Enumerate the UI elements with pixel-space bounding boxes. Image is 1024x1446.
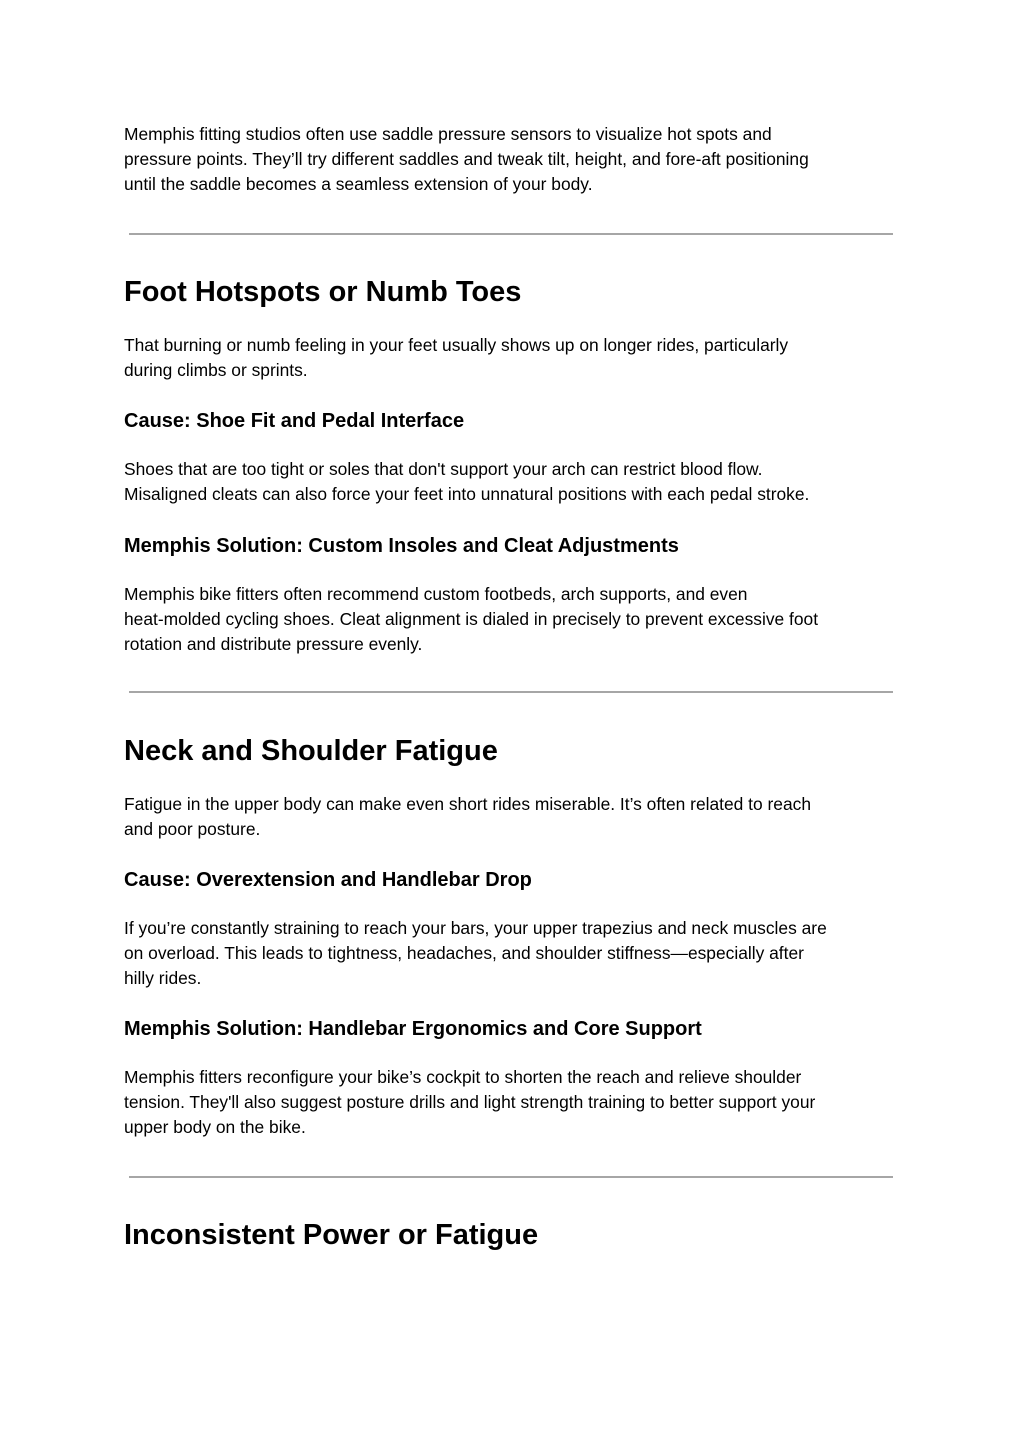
text-line: If you’re constantly straining to reach your bars, your upper trapezius and neck muscles are [124,918,827,938]
intro-paragraph [124,122,894,197]
text-line: That burning or numb feeling in your feet usually shows up on longer rides, particularly [124,335,789,355]
text-line: heat-molded cycling shoes. Cleat alignment is dialed in precisely to prevent excessive foot [124,609,819,629]
section-divider [129,1176,893,1178]
section-heading: Inconsistent Power or Fatigue [124,1219,539,1251]
cause-paragraph [124,916,894,991]
section-intro-paragraph [124,792,894,842]
section-heading: Neck and Shoulder Fatigue [124,735,498,767]
text-line: Memphis bike fitters often recommend custom footbeds, arch supports, and even [124,584,748,604]
text-line: Fatigue in the upper body can make even short rides miserable. It’s often related to reach [124,794,811,814]
solution-paragraph [124,582,894,657]
text-line: pressure points. They’ll try different saddles and tweak tilt, height, and fore-aft positioning [124,149,809,169]
text-line: Shoes that are too tight or soles that don't support your arch can restrict blood flow. [124,459,763,479]
text-line: hilly rides. [124,968,202,988]
text-line: and poor posture. [124,819,261,839]
section-divider [129,691,893,693]
cause-heading: Cause: Shoe Fit and Pedal Interface [124,410,465,432]
text-line: upper body on the bike. [124,1117,306,1137]
solution-heading: Memphis Solution: Handlebar Ergonomics and Core Support [124,1018,702,1040]
section-divider [129,233,893,235]
text-line: until the saddle becomes a seamless extension of your body. [124,174,593,194]
text-line: rotation and distribute pressure evenly. [124,634,423,654]
text-line: tension. They'll also suggest posture drills and light strength training to better support your [124,1092,816,1112]
text-line: Memphis fitters reconfigure your bike’s cockpit to shorten the reach and relieve shoulder [124,1067,802,1087]
text-line: Memphis fitting studios often use saddle pressure sensors to visualize hot spots and [124,124,772,144]
text-line: Misaligned cleats can also force your feet into unnatural positions with each pedal stroke. [124,484,810,504]
text-line: on overload. This leads to tightness, headaches, and shoulder stiffness—especially after [124,943,804,963]
cause-paragraph [124,457,894,507]
cause-heading: Cause: Overextension and Handlebar Drop [124,869,532,891]
section-heading: Foot Hotspots or Numb Toes [124,276,522,308]
solution-heading: Memphis Solution: Custom Insoles and Cleat Adjustments [124,535,679,557]
solution-paragraph [124,1065,894,1140]
text-line: during climbs or sprints. [124,360,308,380]
section-intro-paragraph [124,333,894,383]
